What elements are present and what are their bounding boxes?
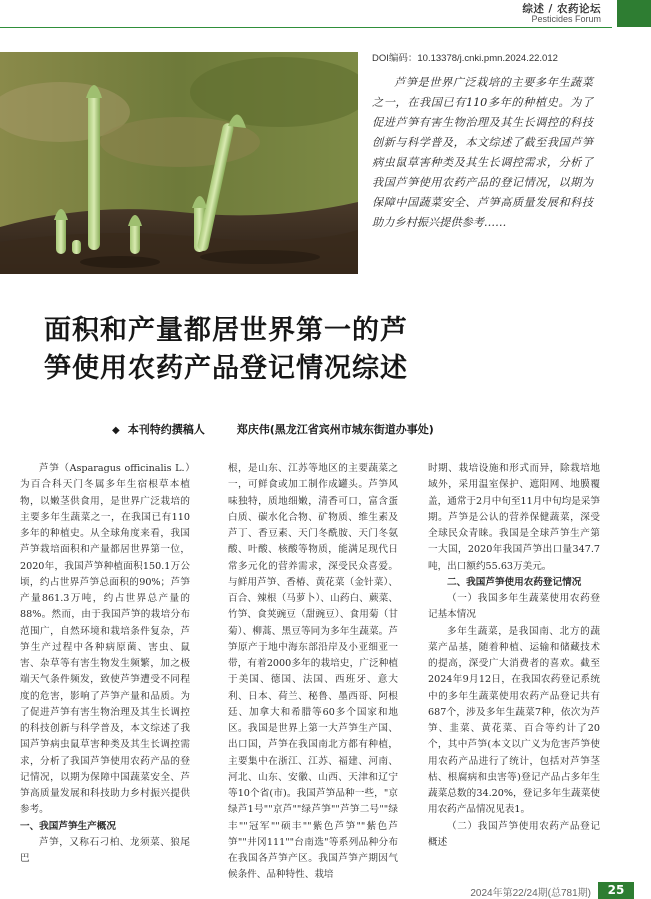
page-number: 25 bbox=[607, 883, 625, 897]
author-label: 本刊特约撰稿人 bbox=[127, 423, 205, 436]
body-column-1 bbox=[20, 461, 190, 867]
doi-code: DOI编码：10.13378/j.cnki.pmn.2024.22.012 bbox=[372, 53, 558, 64]
subsection-heading-1: （一）我国多年生蔬菜使用农药登记基本情况 bbox=[428, 593, 600, 621]
abstract: 芦笋是世界广泛栽培的主要多年生蔬菜之一，在我国已有110多年的种植史。为了促进芦笋有害生物治理及其生长调控的科技创新与科学普及，本文综述了截至我国芦笋病虫鼠草害种类及其生长调控需求，分析了我国芦笋使用农药产品的登记情况，以期为保障中国蔬菜安全、芦笋高质量发展和科技助力乡村振兴提供参考…… bbox=[372, 76, 593, 229]
paragraph: 芦笋，又称石刁柏、龙须菜、狼尾巴 bbox=[20, 836, 190, 864]
header-color-block bbox=[617, 0, 651, 27]
section-title: 综述 / 农药论坛 bbox=[522, 3, 601, 15]
section-title-en: Pesticides Forum bbox=[531, 14, 601, 24]
header-rule bbox=[0, 27, 612, 28]
byline bbox=[112, 421, 434, 437]
paragraph: 多年生蔬菜，是我国南、北方的蔬菜产品基，随着种植、运输和储藏技术的提高，深受广大消费者的喜欢。截至2024年9月12日，在我国农药登记系统中的多年生蔬菜使用农药产品登记共有687个，涉及多年生蔬菜7种，依次为芦笋、韭菜、黄花菜、百合等约计了20个，其中芦笋(本文以广义为危害芦笋使用农药产品进行了统计，包括对芦笋茎枯、根腐病和虫害等)登记产品占多年生蔬菜总数的34.20%，登记多年生蔬菜使用农药产品情况见表1。 bbox=[428, 625, 600, 816]
body-column-2 bbox=[228, 461, 398, 884]
section-heading-2: 二、我国芦笋使用农药登记情况 bbox=[447, 576, 582, 588]
intro-paragraph: 芦笋（Asparagus officinalis L.）为百合科天门冬属多年生宿根草本植物，以嫩茎供食用，是世界广泛栽培的主要多年生蔬菜之一，在我国已有110多年的种植史。从全球角度来看，我国芦笋栽培面积和产量都居世界第一位，2020年，我国芦笋种植面积150.1万公顷，约占世界芦笋总面积的90%；芦笋产量861.3万吨，约占世界总产量的88%。然而，由于我国芦笋的栽培分布范围广，自然环境和栽培条件复杂，芦笋生产过程中各种病原菌、害虫、鼠害、杂草等有害生物发生频繁，加之极端天气条件频发，致使芦笋遭受不同程度的危害，影响了芦笋产量和品质。为了促进芦笋有害生物治理及其生长调控的科技创新与科学普及，本文综述了我国芦笋病虫鼠草害种类及其生长调控需求，分析了我国芦笋使用农药产品的登记情况，以期为保障中国蔬菜安全、芦笋高质量发展和科技助力乡村振兴提供参考。 bbox=[20, 463, 190, 816]
body-column-3 bbox=[428, 461, 600, 851]
paragraph: 时期、栽培设施和形式而异，除栽培地域外，采用温室保护、遮阳网、地膜覆盖，通常于2月中旬至11月中旬均是采笋期。芦笋是公认的营养保健蔬菜，深受全球民众青睐。我国是全球芦笋生产第一大国，2020年我国芦笋出口量347.7吨，出口额约55.63万美元。 bbox=[428, 463, 600, 572]
title-line-1: 面积和产量都居世界第一的芦 bbox=[44, 315, 408, 346]
issue-info: 2024年第22/24期(总781期) bbox=[470, 888, 591, 899]
author-name: 郑庆伟(黑龙江省宾州市城东街道办事处) bbox=[236, 423, 434, 436]
section-heading-1: 一、我国芦笋生产概况 bbox=[20, 820, 116, 832]
title-line-2: 笋使用农药产品登记情况综述 bbox=[44, 353, 408, 384]
subsection-heading-2: （二）我国芦笋使用农药产品登记概述 bbox=[428, 820, 600, 848]
asparagus-photo bbox=[0, 52, 358, 274]
article-title bbox=[44, 312, 614, 388]
diamond-icon: ◆ bbox=[112, 425, 120, 436]
paragraph: 根，是山东、江苏等地区的主要蔬菜之一，可鲜食或加工制作成罐头。芦笋风味独特，质地细嫩，清香可口，富含蛋白质、碳水化合物、矿物质、维生素及芦丁、香豆素、天门冬酰胺、天门冬氨酸、叶酸、核酸等物质，能满足现代日常多元化的营养需求，深受民众喜爱。与鲜用芦笋、香椿、黄花菜（金针菜）、百合、辣根（马萝卜）、山药白、蕨菜、竹笋、食荚豌豆（甜豌豆）、食用菊（甘菊）、柳蒿、黑豆等同为多年生蔬菜。芦笋原产于地中海东部沿岸及小亚细亚一带，有着2000多年的栽培史，广泛种植于美国、德国、法国、西班牙、意大利、日本、荷兰、秘鲁、墨西哥、阿根廷、加拿大和希腊等60多个国家和地区。我国是世界上第一大芦笋生产国、出口国，芦笋在我国南北方都有种植，主要集中在浙江、江苏、福建、河南、河北、山东、安徽、山西、天津和辽宁等10个省(市)。我国芦笋品种一些，"京绿芦1号""京芦""绿芦笋""芦笋二号""绿丰""冠军""硕丰""紫色芦笋""紫色芦笋""井冈111""台南选"等系列品种分布在我国各芦笋产区。我国芦笋产期因气候条件、品种特性、栽培 bbox=[228, 463, 398, 881]
